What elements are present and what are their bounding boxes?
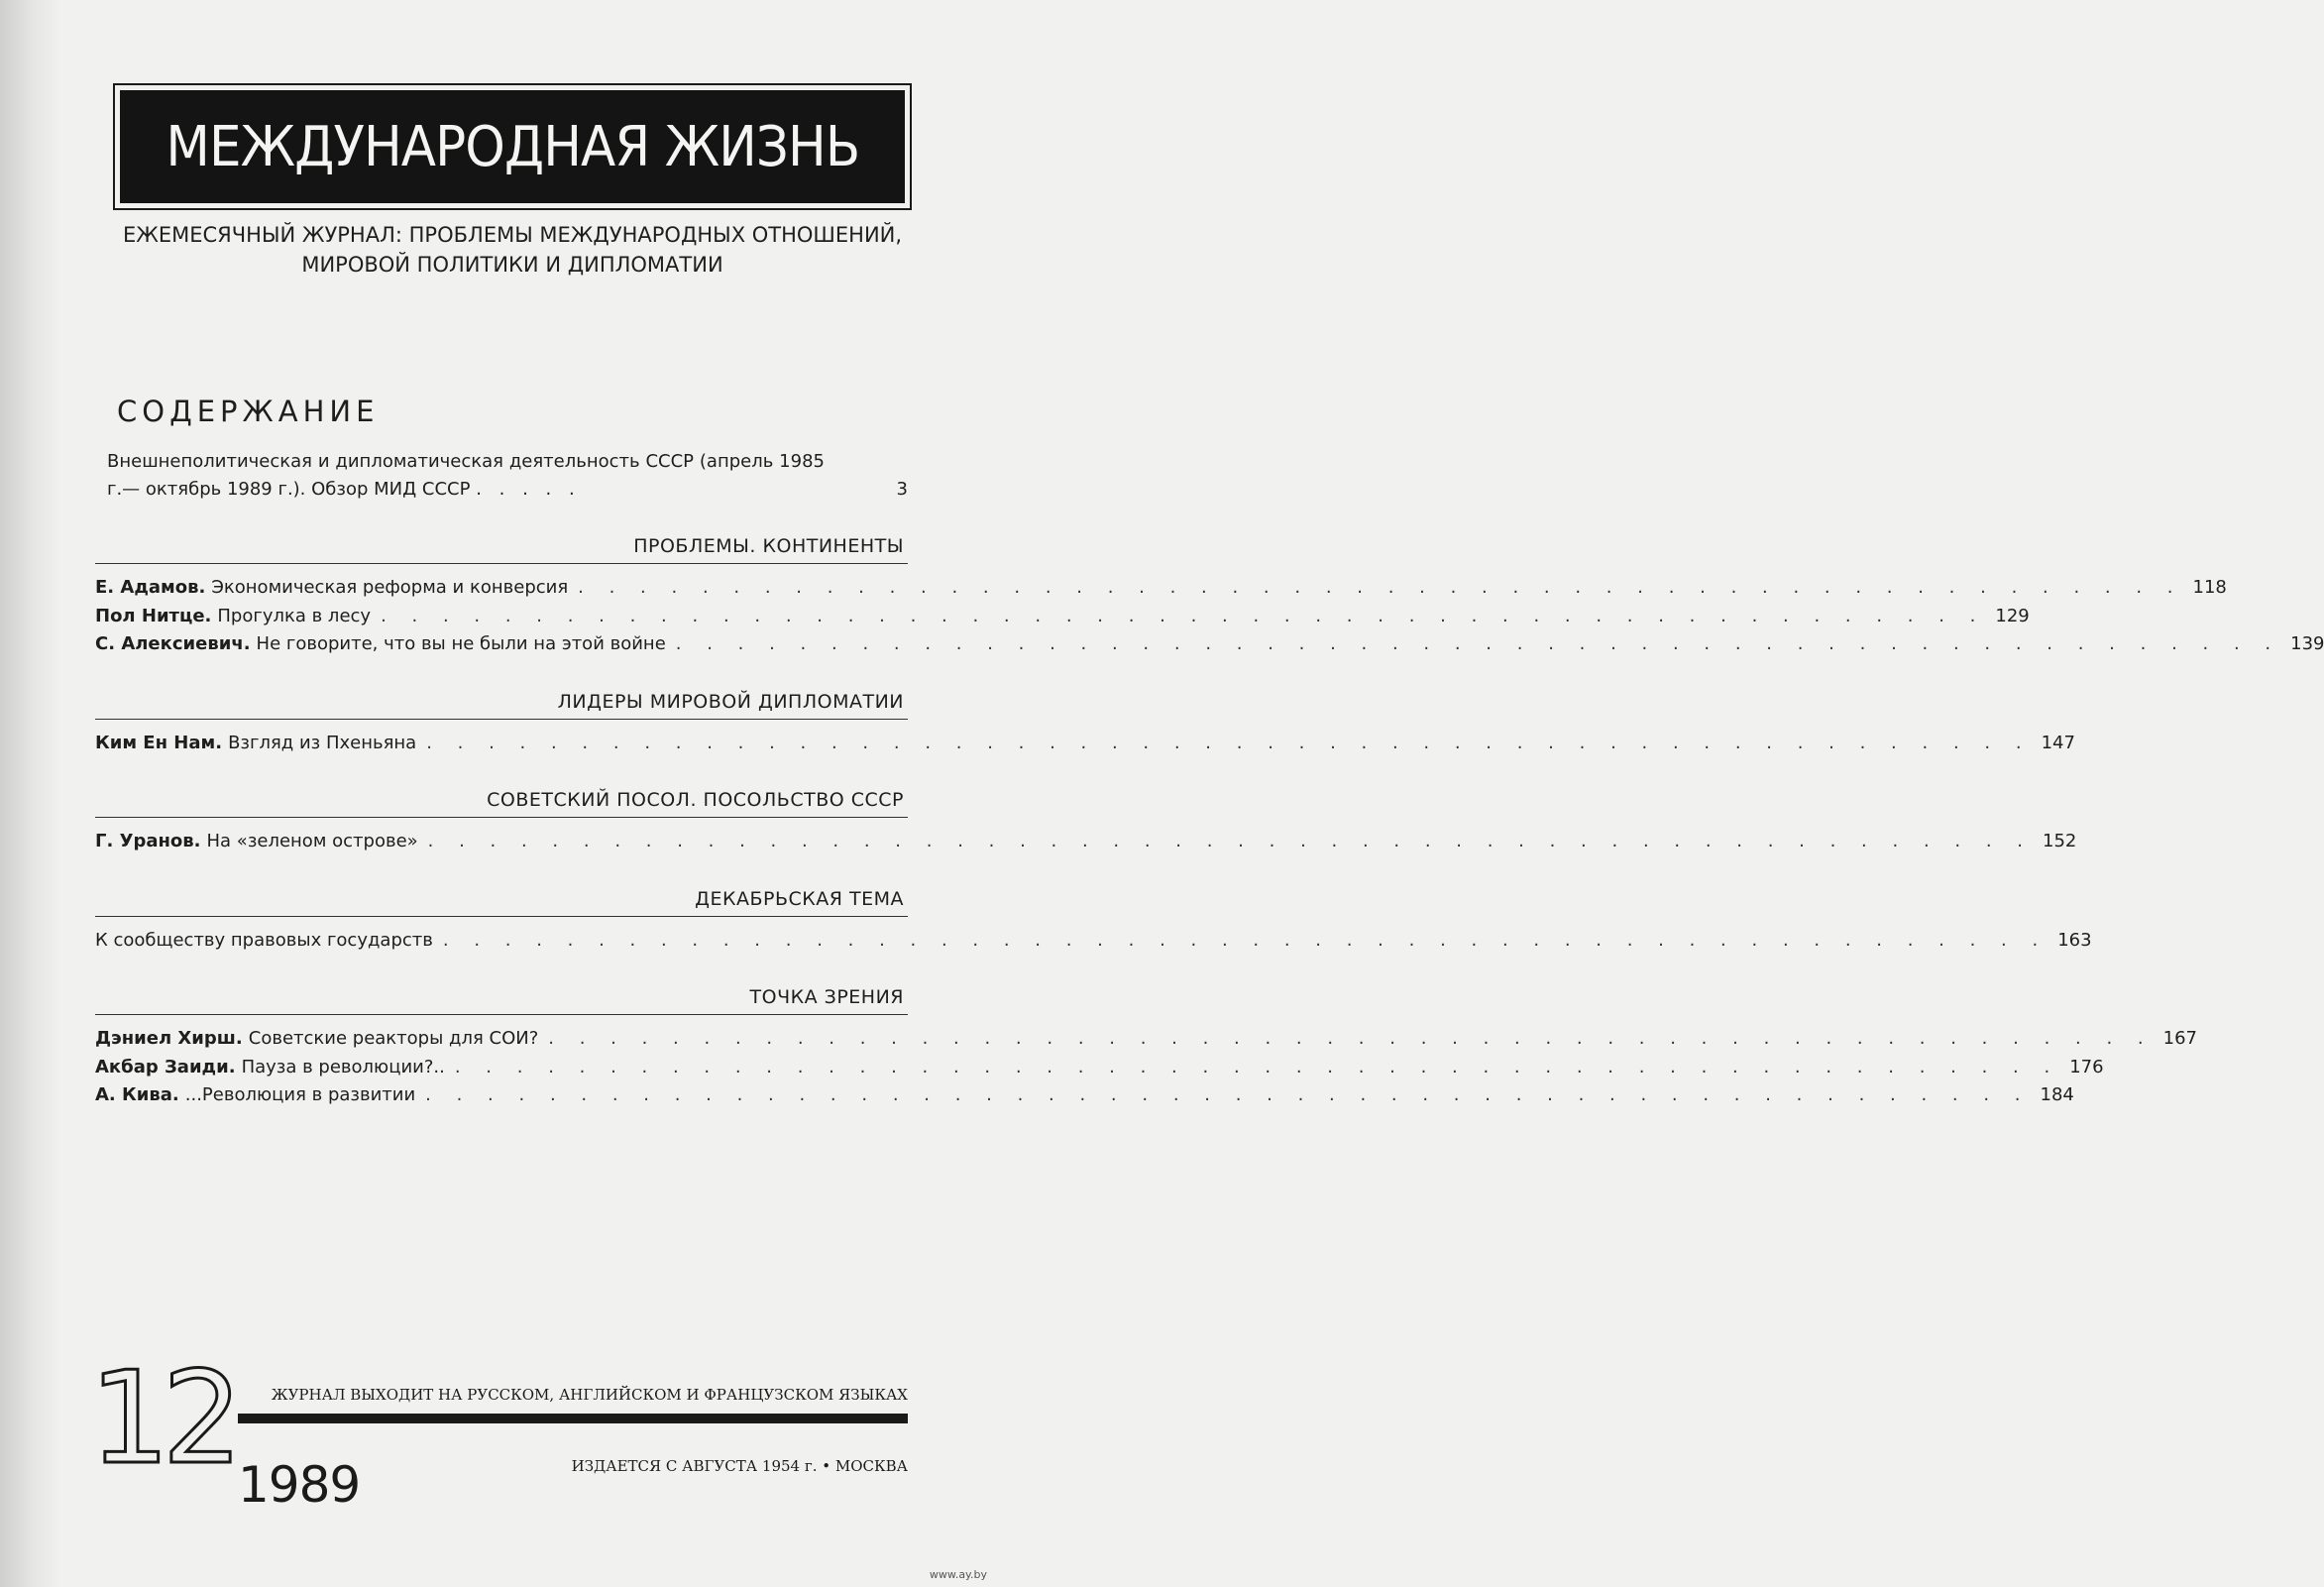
section-heading: ЛИДЕРЫ МИРОВОЙ ДИПЛОМАТИИ <box>557 690 904 713</box>
intro-title-text: Внешнеполитическая и дипломатическая деятельность СССР (апрель 1985 г.— октябрь 1989 г.). Обзор МИД СССР <box>107 451 825 500</box>
entry-page: 152 <box>2043 831 2077 851</box>
entry-title: Пауза в революции?.. <box>241 1056 445 1077</box>
publication-note: ИЗДАЕТСЯ С АВГУСТА 1954 г. • МОСКВА <box>571 1457 908 1475</box>
entry-leader-dots: . . . . . . . . . . . . . . . . . . . . . . . . . . . . . . . . . . . . . . . . . . . . . . . . . . . . <box>381 605 1986 626</box>
intro-title <box>107 448 876 504</box>
toc-entry <box>95 927 2092 956</box>
toc-entry <box>95 574 2227 603</box>
section-heading: ТОЧКА ЗРЕНИЯ <box>749 986 904 1008</box>
entry-page: 139 <box>2290 633 2324 654</box>
journal-subtitle <box>113 220 912 280</box>
toc-sections <box>95 533 2324 1110</box>
masthead-banner <box>120 90 905 203</box>
entry-page: 163 <box>2057 929 2092 951</box>
toc-entry <box>95 828 2077 856</box>
entry-leader-dots: . . . . . . . . . . . . . . . . . . . . . . . . . . . . . . . . . . . . . . . . . . . . . . . . . . . . <box>675 633 2281 654</box>
entry-leader-dots: . . . . . . . . . . . . . . . . . . . . . . . . . . . . . . . . . . . . . . . . . . . . . . . . . . . . <box>578 577 2183 598</box>
languages-note: ЖУРНАЛ ВЫХОДИТ НА РУССКОМ, АНГЛИЙСКОМ И ФРАНЦУЗСКОМ ЯЗЫКАХ <box>271 1386 908 1404</box>
entry-author: Г. Уранов. <box>95 831 201 851</box>
entry-title: Прогулка в лесу <box>217 605 372 626</box>
section-heading: ДЕКАБРЬСКАЯ ТЕМА <box>695 887 904 910</box>
entry-author: Пол Нитце. <box>95 605 212 626</box>
entry-page: 129 <box>1995 605 2030 626</box>
entry-page: 118 <box>2192 577 2227 598</box>
entry-leader-dots: . . . . . . . . . . . . . . . . . . . . . . . . . . . . . . . . . . . . . . . . . . . . . . . . . . . . <box>427 831 2033 851</box>
entry-leader-dots: . . . . . . . . . . . . . . . . . . . . . . . . . . . . . . . . . . . . . . . . . . . . . . . . . . . . <box>548 1028 2154 1049</box>
toc-entry <box>95 730 2075 758</box>
journal-title: МЕЖДУНАРОДНАЯ ЖИЗНЬ <box>166 114 859 179</box>
entry-leader-dots: . . . . . . . . . . . . . . . . . . . . . . . . . . . . . . . . . . . . . . . . . . . . . . . . . . . . <box>426 732 2032 753</box>
entry-leader-dots: . . . . . . . . . . . . . . . . . . . . . . . . . . . . . . . . . . . . . . . . . . . . . . . . . . . . <box>425 1084 2031 1105</box>
section-heading: СОВЕТСКИЙ ПОСОЛ. ПОСОЛЬСТВО СССР <box>487 789 904 811</box>
entry-author: С. Алексиевич. <box>95 633 251 654</box>
issue-number: 12 <box>89 1345 235 1493</box>
toc-entry <box>95 603 2030 631</box>
page-edge-shadow <box>0 0 61 1587</box>
entry-author: Ким Ен Нам. <box>95 732 223 753</box>
entry-title: Не говорите, что вы не были на этой войне <box>256 633 666 654</box>
subtitle-line-2: МИРОВОЙ ПОЛИТИКИ И ДИПЛОМАТИИ <box>301 253 723 277</box>
section-rule <box>95 719 908 720</box>
toc-entry <box>95 1081 2074 1110</box>
entry-author: Дэниел Хирш. <box>95 1028 243 1049</box>
entry-title: На «зеленом острове» <box>206 831 418 851</box>
footer-divider-bar <box>238 1414 908 1423</box>
entry-author: Е. Адамов. <box>95 577 206 598</box>
entry-title: Экономическая реформа и конверсия <box>211 577 569 598</box>
masthead <box>113 83 912 210</box>
toc-entry <box>95 630 2324 659</box>
table-of-contents <box>95 448 2324 1110</box>
toc-intro-entry <box>107 448 908 504</box>
entry-page: 184 <box>2040 1084 2074 1105</box>
entry-title: ...Революция в развитии <box>184 1084 416 1105</box>
entry-leader-dots: . . . . . . . . . . . . . . . . . . . . . . . . . . . . . . . . . . . . . . . . . . . . . . . . . . . . <box>442 929 2048 951</box>
entry-page: 167 <box>2162 1028 2197 1049</box>
entry-leader-dots: . . . . . . . . . . . . . . . . . . . . . . . . . . . . . . . . . . . . . . . . . . . . . . . . . . . . <box>454 1056 2060 1077</box>
intro-leader: . . . . . <box>476 479 581 500</box>
toc-entry <box>95 1054 2104 1082</box>
section-rule <box>95 916 908 917</box>
entry-title: К сообществу правовых государств <box>95 929 433 951</box>
watermark: www.ay.by <box>929 1568 987 1581</box>
toc-entry <box>95 1025 2197 1054</box>
section-rule <box>95 817 908 818</box>
subtitle-line-1: ЕЖЕМЕСЯЧНЫЙ ЖУРНАЛ: ПРОБЛЕМЫ МЕЖДУНАРОДНЫХ ОТНОШЕНИЙ, <box>122 223 903 247</box>
section-rule <box>95 563 908 564</box>
entry-title: Взгляд из Пхеньяна <box>228 732 417 753</box>
entry-author: Акбар Заиди. <box>95 1056 236 1077</box>
section-heading: ПРОБЛЕМЫ. КОНТИНЕНТЫ <box>633 535 904 557</box>
intro-page: 3 <box>896 479 908 500</box>
entry-page: 176 <box>2069 1056 2104 1077</box>
contents-heading: СОДЕРЖАНИЕ <box>117 395 380 428</box>
section-rule <box>95 1014 908 1015</box>
entry-title: Советские реакторы для СОИ? <box>248 1028 539 1049</box>
entry-author: А. Кива. <box>95 1084 179 1105</box>
entry-page: 147 <box>2041 732 2075 753</box>
issue-year: 1989 <box>238 1456 361 1514</box>
